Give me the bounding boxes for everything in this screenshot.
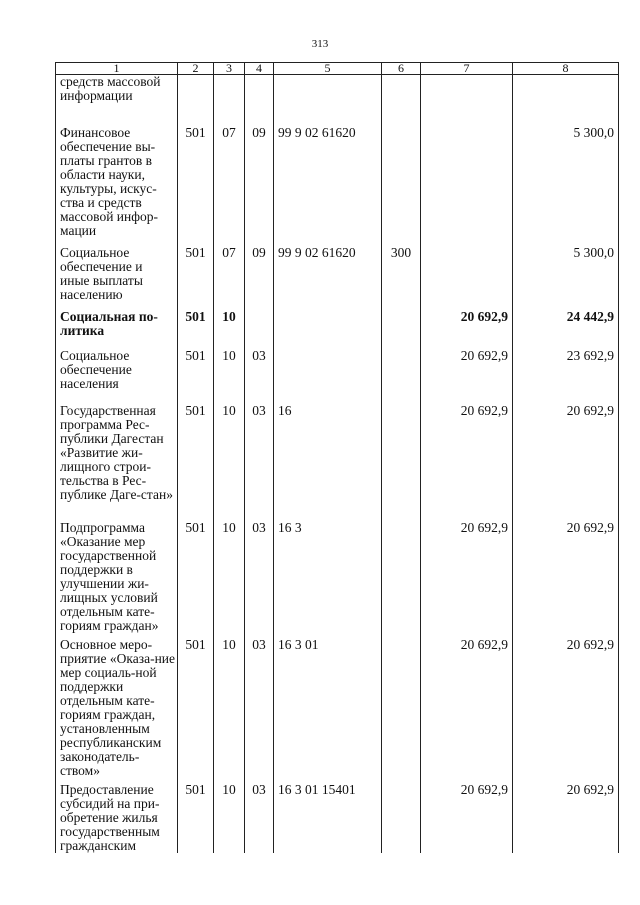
cell-amount-1: 20 692,9	[421, 783, 513, 853]
cell-code: 501	[178, 310, 214, 349]
cell-target	[274, 349, 382, 404]
cell-section: 07	[214, 246, 245, 310]
cell-subsection: 03	[245, 521, 274, 638]
cell-amount-2: 23 692,9	[513, 349, 619, 404]
cell-amount-2: 20 692,9	[513, 783, 619, 853]
cell-subsection	[245, 75, 274, 126]
cell-amount-1	[421, 246, 513, 310]
cell-code: 501	[178, 638, 214, 783]
cell-target: 16 3	[274, 521, 382, 638]
page-number: 313	[311, 38, 329, 50]
column-header: 3	[214, 63, 245, 75]
cell-amount-1: 20 692,9	[421, 404, 513, 521]
cell-section: 10	[214, 404, 245, 521]
cell-section	[214, 75, 245, 126]
cell-section: 07	[214, 126, 245, 246]
cell-section: 10	[214, 521, 245, 638]
table-row	[56, 349, 619, 404]
row-name: средств массовой информации	[56, 75, 178, 126]
column-header: 1	[56, 63, 178, 75]
cell-target: 99 9 02 61620	[274, 246, 382, 310]
cell-expense-type	[382, 310, 421, 349]
cell-amount-2: 20 692,9	[513, 404, 619, 521]
header-row	[56, 63, 619, 75]
budget-table	[55, 62, 619, 853]
cell-target: 99 9 02 61620	[274, 126, 382, 246]
cell-expense-type	[382, 638, 421, 783]
cell-amount-2	[513, 75, 619, 126]
cell-expense-type: 300	[382, 246, 421, 310]
row-name: Социальное обеспечение и иные выплаты населению	[56, 246, 178, 310]
column-header: 5	[274, 63, 382, 75]
cell-target: 16 3 01	[274, 638, 382, 783]
table-row	[56, 638, 619, 783]
cell-subsection: 03	[245, 349, 274, 404]
cell-subsection: 03	[245, 404, 274, 521]
cell-amount-2: 5 300,0	[513, 246, 619, 310]
cell-expense-type	[382, 349, 421, 404]
cell-section: 10	[214, 349, 245, 404]
row-name: Подпрограмма «Оказание мер государственной поддержки в улучшении жи-лищных условий отдельным кате-гориям граждан»	[56, 521, 178, 638]
row-name: Социальная по-литика	[56, 310, 178, 349]
cell-amount-2: 20 692,9	[513, 521, 619, 638]
row-name: Основное меро-приятие «Оказа-ние мер социаль-ной поддержки отдельным кате-гориям граждан, установленным республиканским законодатель-ством»	[56, 638, 178, 783]
column-header: 8	[513, 63, 619, 75]
cell-amount-1	[421, 75, 513, 126]
table-row	[56, 75, 619, 126]
cell-code: 501	[178, 349, 214, 404]
cell-expense-type	[382, 75, 421, 126]
cell-subsection: 09	[245, 246, 274, 310]
column-header: 4	[245, 63, 274, 75]
row-name: Предоставление субсидий на при-обретение жилья государственным гражданским	[56, 783, 178, 853]
table-row	[56, 783, 619, 853]
cell-target: 16	[274, 404, 382, 521]
cell-subsection: 03	[245, 783, 274, 853]
cell-amount-1: 20 692,9	[421, 310, 513, 349]
cell-section: 10	[214, 310, 245, 349]
table-row	[56, 246, 619, 310]
cell-code	[178, 75, 214, 126]
cell-code: 501	[178, 521, 214, 638]
cell-code: 501	[178, 404, 214, 521]
cell-section: 10	[214, 783, 245, 853]
table-row	[56, 521, 619, 638]
cell-expense-type	[382, 404, 421, 521]
cell-amount-2: 5 300,0	[513, 126, 619, 246]
cell-code: 501	[178, 126, 214, 246]
cell-amount-2: 24 442,9	[513, 310, 619, 349]
cell-section: 10	[214, 638, 245, 783]
cell-target	[274, 310, 382, 349]
cell-subsection	[245, 310, 274, 349]
cell-amount-1: 20 692,9	[421, 521, 513, 638]
cell-amount-1	[421, 126, 513, 246]
cell-code: 501	[178, 246, 214, 310]
row-name: Государственная программа Рес-публики Дагестан «Развитие жи-лищного строи-тельства в Рес-публике Даге-стан»	[56, 404, 178, 521]
cell-subsection: 09	[245, 126, 274, 246]
table-row	[56, 126, 619, 246]
table-row	[56, 310, 619, 349]
cell-expense-type	[382, 126, 421, 246]
cell-expense-type	[382, 521, 421, 638]
cell-code: 501	[178, 783, 214, 853]
row-name: Социальное обеспечение населения	[56, 349, 178, 404]
cell-subsection: 03	[245, 638, 274, 783]
cell-expense-type	[382, 783, 421, 853]
column-header: 7	[421, 63, 513, 75]
column-header: 2	[178, 63, 214, 75]
cell-amount-1: 20 692,9	[421, 349, 513, 404]
column-header: 6	[382, 63, 421, 75]
cell-target	[274, 75, 382, 126]
cell-amount-2: 20 692,9	[513, 638, 619, 783]
cell-target: 16 3 01 15401	[274, 783, 382, 853]
cell-amount-1: 20 692,9	[421, 638, 513, 783]
table-row	[56, 404, 619, 521]
row-name: Финансовое обеспечение вы-платы грантов в области науки, культуры, искус-ства и средств массовой инфор-мации	[56, 126, 178, 246]
